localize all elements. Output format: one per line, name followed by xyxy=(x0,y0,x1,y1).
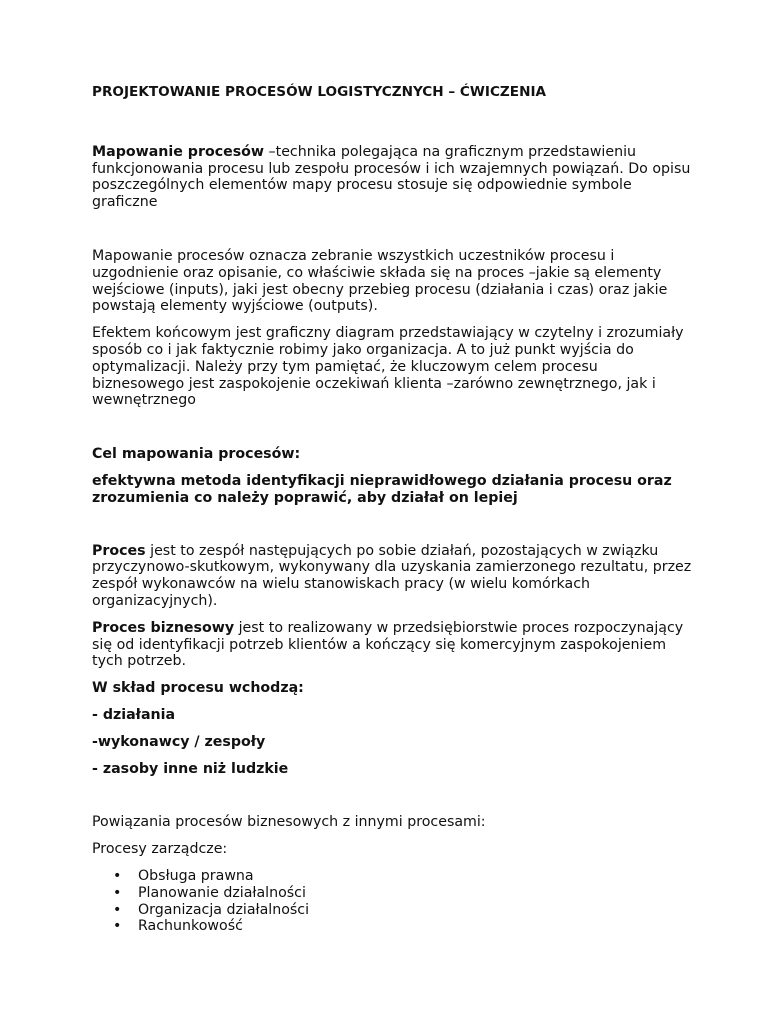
paragraph-cel-mapowania: efektywna metoda identyfikacji nieprawidłowego działania procesu oraz zrozumienia co należy poprawić, aby działał on lepiej xyxy=(92,472,672,506)
definition-proces-biznesowy: jest to realizowany w przedsiębiorstwie proces rozpoczynający się od identyfikacji potrzeb klientów a kończący się komercyjnym zaspokojeniem tych potrzeb. xyxy=(92,619,684,670)
definition-proces: jest to zespół następujących po sobie działań, pozostających w związku przyczynowo-skutkowym, wykonywany dla uzyskania zamierzonego rezultatu, przez zespół wykonawców na wielu stanowiskach pracy (w wielu komórkach organizacyjnych). xyxy=(92,542,692,609)
list-item xyxy=(92,902,692,919)
list-item xyxy=(92,868,692,885)
term-proces: Proces xyxy=(92,542,146,559)
list-procesy-zarzadcze xyxy=(92,868,692,935)
heading-cel-mapowania: Cel mapowania procesów: xyxy=(92,446,301,463)
list-item xyxy=(92,885,692,902)
bullet-icon: • xyxy=(113,884,122,901)
heading-procesy-zarzadcze: Procesy zarządcze: xyxy=(92,841,228,858)
bullet-icon: • xyxy=(113,901,122,918)
sklad-item-wykonawcy: -wykonawcy / zespoły xyxy=(92,733,266,750)
term-proces-biznesowy: Proces biznesowy xyxy=(92,619,235,636)
heading-sklad-procesu: W skład procesu wchodzą: xyxy=(92,680,304,697)
bullet-icon: • xyxy=(113,918,122,935)
term-mapowanie: Mapowanie procesów xyxy=(92,143,265,160)
list-item-label: Obsługa prawna xyxy=(138,867,254,884)
sklad-item-dzialania: - działania xyxy=(92,706,176,723)
sklad-item-zasoby: - zasoby inne niż ludzkie xyxy=(92,760,289,777)
list-item-label: Organizacja działalności xyxy=(138,901,310,918)
paragraph-proces-biznesowy xyxy=(92,620,692,670)
paragraph-mapowanie-oznacza: Mapowanie procesów oznacza zebranie wszystkich uczestników procesu i uzgodnienie oraz opisanie, co właściwie składa się na proces –jakie są elementy wejściowe (inputs), jaki jest obecny przebieg procesu (działania i czas) oraz jakie powstają elementy wyjściowe (outputs). xyxy=(92,247,668,315)
list-item xyxy=(92,918,692,935)
document-title: PROJEKTOWANIE PROCESÓW LOGISTYCZNYCH – ĆWICZENIA xyxy=(92,84,547,100)
list-item-label: Planowanie działalności xyxy=(138,884,306,901)
paragraph-mapowanie-definition xyxy=(92,144,692,211)
bullet-icon: • xyxy=(113,867,122,884)
paragraph-efekt-koncowy: Efektem końcowym jest graficzny diagram przedstawiający w czytelny i zrozumiały sposób co i jak faktycznie robimy jako organizacja. A to już punkt wyjścia do optymalizacji. Należy przy tym pamiętać, że kluczowym celem procesu biznesowego jest zaspokojenie oczekiwań klienta –zarówno zewnętrznego, jak i wewnętrznego xyxy=(92,325,684,409)
document-page xyxy=(92,84,692,935)
paragraph-proces-definition xyxy=(92,543,692,610)
paragraph-powiazania: Powiązania procesów biznesowych z innymi procesami: xyxy=(92,814,486,831)
definition-mapowanie: –technika polegająca na graficznym przedstawieniu funkcjonowania procesu lub zespołu procesów i ich wzajemnych powiązań. Do opisu poszczególnych elementów mapy procesu stosuje się odpowiednie symbole graficzne xyxy=(92,143,691,211)
list-item-label: Rachunkowość xyxy=(138,918,243,935)
